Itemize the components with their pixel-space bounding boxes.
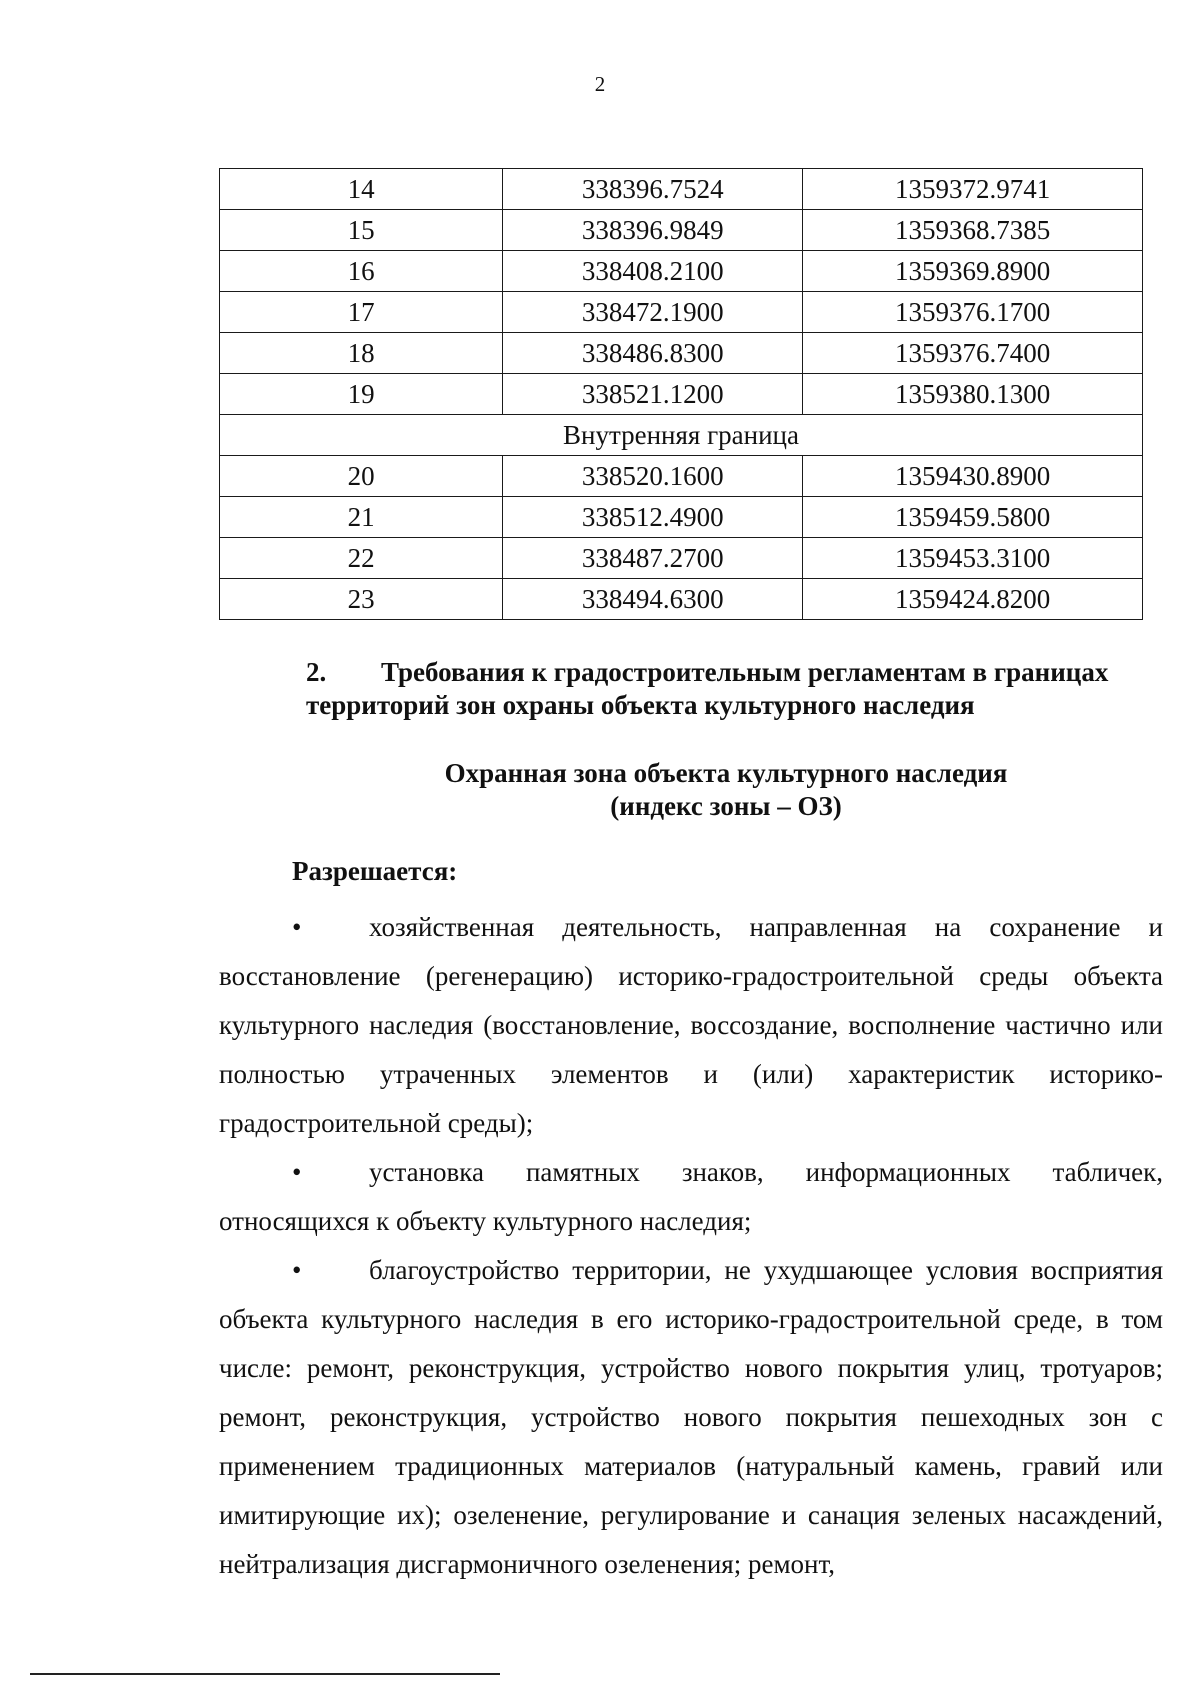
table-row <box>220 292 1143 333</box>
bullet-marker: • <box>292 1157 302 1187</box>
permitted-label: Разрешается: <box>292 856 458 886</box>
zone-title <box>426 757 1026 823</box>
section-heading-text: Требования к градостроительным регламентам в границах территорий зон охраны объекта культурного наследия <box>306 657 1109 720</box>
point-number-cell: 19 <box>220 374 503 415</box>
x-coordinate-cell: 338486.8300 <box>503 333 803 374</box>
table-row <box>220 210 1143 251</box>
x-coordinate-cell: 338396.7524 <box>503 169 803 210</box>
y-coordinate-cell: 1359459.5800 <box>803 497 1143 538</box>
x-coordinate-cell: 338512.4900 <box>503 497 803 538</box>
x-coordinate-cell: 338396.9849 <box>503 210 803 251</box>
point-number-cell: 18 <box>220 333 503 374</box>
x-coordinate-cell: 338494.6300 <box>503 579 803 620</box>
section-heading <box>306 656 1146 722</box>
list-item <box>219 1148 1163 1246</box>
list-item-text: благоустройство территории, не ухудшающее условия восприятия объекта культурного наследия в его историко-градостроительной среде, в том числе: ремонт, реконструкция, устройство нового покрытия улиц, тротуаров; ремонт, реконструкция, устройство нового покрытия пешеходных зон с применением традиционных материалов (натуральный камень, гравий или имитирующие их); озеленение, регулирование и санация зеленых насаждений, нейтрализация дисгармоничного озеленения; ремонт, <box>219 1255 1163 1579</box>
y-coordinate-cell: 1359424.8200 <box>803 579 1143 620</box>
list-item <box>219 903 1163 1148</box>
point-number-cell: 16 <box>220 251 503 292</box>
point-number-cell: 23 <box>220 579 503 620</box>
y-coordinate-cell: 1359430.8900 <box>803 456 1143 497</box>
point-number-cell: 17 <box>220 292 503 333</box>
permitted-list <box>219 903 1163 1589</box>
table-row <box>220 169 1143 210</box>
point-number-cell: 21 <box>220 497 503 538</box>
bottom-divider <box>30 1673 500 1675</box>
y-coordinate-cell: 1359368.7385 <box>803 210 1143 251</box>
y-coordinate-cell: 1359376.1700 <box>803 292 1143 333</box>
zone-title-line2: (индекс зоны – ОЗ) <box>610 791 842 821</box>
table-row <box>220 497 1143 538</box>
coordinates-table <box>219 168 1143 620</box>
y-coordinate-cell: 1359453.3100 <box>803 538 1143 579</box>
point-number-cell: 14 <box>220 169 503 210</box>
y-coordinate-cell: 1359369.8900 <box>803 251 1143 292</box>
page-number: 2 <box>594 72 606 96</box>
point-number-cell: 15 <box>220 210 503 251</box>
bullet-marker: • <box>292 912 302 942</box>
x-coordinate-cell: 338408.2100 <box>503 251 803 292</box>
x-coordinate-cell: 338520.1600 <box>503 456 803 497</box>
x-coordinate-cell: 338472.1900 <box>503 292 803 333</box>
zone-title-line1: Охранная зона объекта культурного наследия <box>444 758 1008 788</box>
y-coordinate-cell: 1359376.7400 <box>803 333 1143 374</box>
section-number: 2. <box>306 657 327 687</box>
y-coordinate-cell: 1359380.1300 <box>803 374 1143 415</box>
table-row <box>220 333 1143 374</box>
x-coordinate-cell: 338521.1200 <box>503 374 803 415</box>
table-row <box>220 538 1143 579</box>
y-coordinate-cell: 1359372.9741 <box>803 169 1143 210</box>
table-section-row <box>220 415 1143 456</box>
point-number-cell: 22 <box>220 538 503 579</box>
point-number-cell: 20 <box>220 456 503 497</box>
list-item-text: установка памятных знаков, информационных табличек, относящихся к объекту культурного наследия; <box>219 1157 1163 1236</box>
table-row <box>220 579 1143 620</box>
list-item-text: хозяйственная деятельность, направленная на сохранение и восстановление (регенерацию) историко-градостроительной среды объекта культурного наследия (восстановление, воссоздание, восполнение частично или полностью утраченных элементов и (или) характеристик историко-градостроительной среды); <box>219 912 1163 1138</box>
table-row <box>220 456 1143 497</box>
x-coordinate-cell: 338487.2700 <box>503 538 803 579</box>
inner-boundary-label: Внутренняя граница <box>220 415 1143 456</box>
bullet-marker: • <box>292 1255 302 1285</box>
list-item <box>219 1246 1163 1589</box>
table-row <box>220 374 1143 415</box>
table-row <box>220 251 1143 292</box>
